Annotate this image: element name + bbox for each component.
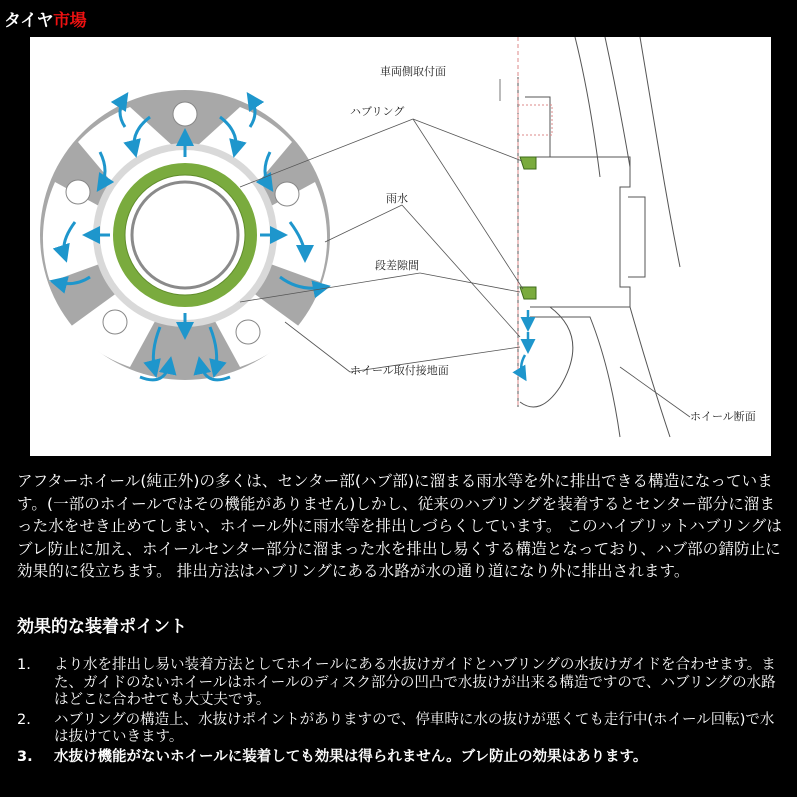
label-hub-ring: ハブリング xyxy=(350,105,405,118)
list-item xyxy=(17,749,787,767)
list-number: 2. xyxy=(17,711,31,728)
hub-ring-section xyxy=(520,157,536,299)
wheel-disk xyxy=(40,90,330,380)
section-water-arrows xyxy=(521,310,528,377)
site-logo xyxy=(4,6,86,31)
hub-ring-diagram xyxy=(30,37,771,456)
list-number: 1. xyxy=(17,657,31,673)
list-number: 3. xyxy=(17,748,33,765)
label-wheel-section: ホイール断面 xyxy=(690,410,756,423)
list-text: より水を排出し易い装着方法としてホイールにある水抜けガイドとハブリングの水抜けガイドを合わせます。また、ガイドのないホイールはホイールのディスク部分の凹凸で水抜けが出来る構造ですので、ハブリングの水路はどこに合わせても大丈夫です。 xyxy=(54,657,776,708)
label-rain-water: 雨水 xyxy=(386,192,408,205)
logo-text-part1: タイヤ xyxy=(4,11,54,31)
list-item xyxy=(17,712,787,747)
wheel-cross-section xyxy=(518,37,680,437)
logo-text-part2: 市場 xyxy=(53,11,87,31)
list-text: 水抜け機能がないホイールに装着しても効果は得られません。ブレ防止の効果はあります。 xyxy=(54,748,648,765)
label-vehicle-mount: 車両側取付面 xyxy=(380,65,446,78)
section-title: 効果的な装着ポイント xyxy=(17,617,187,637)
list-item xyxy=(17,657,787,710)
diagram-svg xyxy=(30,37,771,456)
points-list xyxy=(17,657,787,768)
list-text: ハブリングの構造上、水抜けポイントがありますので、停車時に水の抜けが悪くても走行中(ホイール回転)で水は抜けていきます。 xyxy=(54,711,775,745)
label-wheel-mount-surface: ホイール取付接地面 xyxy=(350,364,449,377)
label-step-gap: 段差隙間 xyxy=(375,259,419,272)
intro-paragraph: アフターホイール(純正外)の多くは、センター部(ハブ部)に溜まる雨水等を外に排出できる構造になっています。(一部のホイールではその機能がありません)しかし、従来のハブリングを装着するとセンター部分に溜まった水をせき止めてしまい、ホイール外に雨水等を排出しづらくしています。 このハイブリットハブリングはブレ防止に加え、ホイールセンター部分に溜まった水を排出し易くする構造となっており、ハブ部の錆防止に効果的に役立ちます。 排出方法はハブリングにある水路が水の通り道になり外に排出されます。 xyxy=(17,472,782,580)
